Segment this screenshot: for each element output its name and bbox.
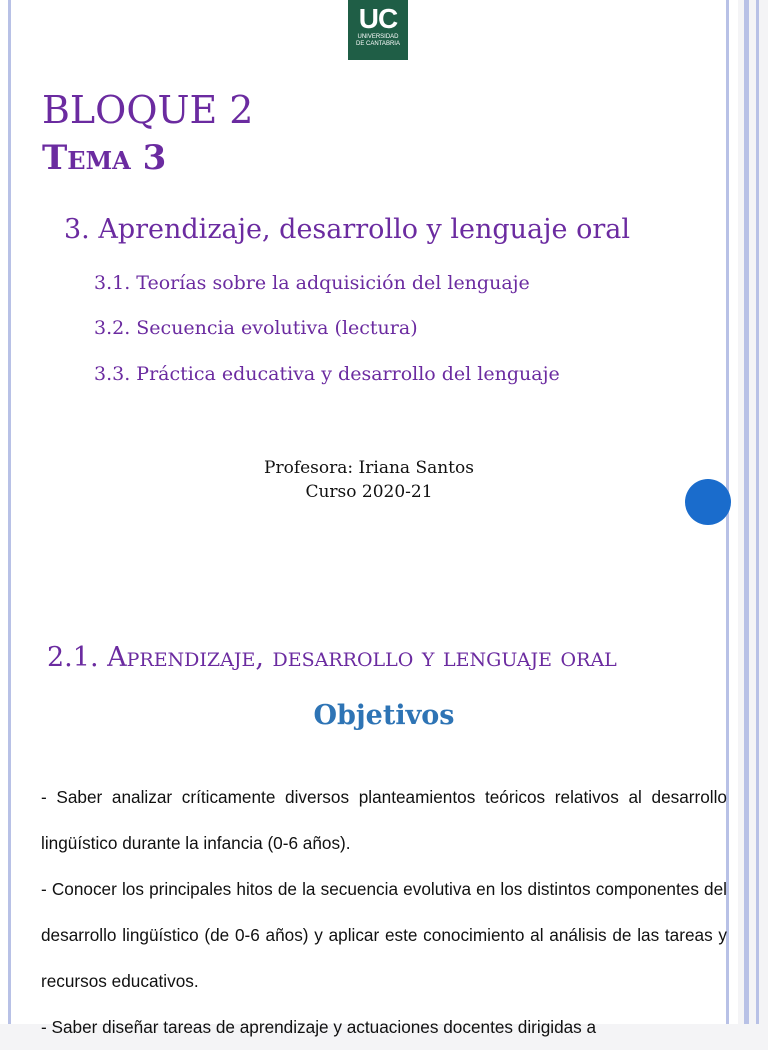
bloque-heading: BLOQUE 2: [42, 88, 254, 132]
floating-action-button[interactable]: [685, 479, 731, 525]
subtopic-item: 3.2. Secuencia evolutiva (lectura): [94, 317, 418, 339]
topic-title: 3. Aprendizaje, desarrollo y lenguaje oral: [64, 214, 630, 245]
university-logo: [348, 0, 408, 60]
objetivos-heading: Objetivos: [313, 700, 455, 731]
objectives-list: [41, 774, 727, 1050]
logo-line2: DE CANTABRIA: [356, 41, 400, 47]
subtopic-item: 3.1. Teorías sobre la adquisición del lenguaje: [94, 272, 530, 294]
logo-line1: UNIVERSIDAD: [357, 34, 399, 40]
viewer-border: [756, 0, 759, 1024]
objective-item: - Saber analizar críticamente diversos planteamientos teóricos relativos al desarrollo lingüístico durante la infancia (0-6 años).: [41, 787, 727, 853]
logo-abbr: UC: [358, 3, 398, 34]
professor-name: Profesora: Iriana Santos: [264, 458, 474, 478]
tema-heading: Tema 3: [42, 138, 167, 178]
objective-item: - Saber diseñar tareas de aprendizaje y actuaciones docentes dirigidas a: [41, 1017, 597, 1037]
subtopic-item: 3.3. Práctica educativa y desarrollo del lenguaje: [94, 363, 560, 385]
viewer-border: [744, 0, 749, 1024]
course-year: Curso 2020-21: [305, 482, 433, 502]
page-border-left: [8, 0, 11, 1024]
section-title: 2.1. Aprendizaje, desarrollo y lenguaje oral: [47, 642, 617, 673]
objective-item: - Conocer los principales hitos de la secuencia evolutiva en los distintos componentes del desarrollo lingüístico (de 0-6 años) y aplicar este conocimiento al análisis de las tareas y recursos educativos.: [41, 879, 727, 991]
